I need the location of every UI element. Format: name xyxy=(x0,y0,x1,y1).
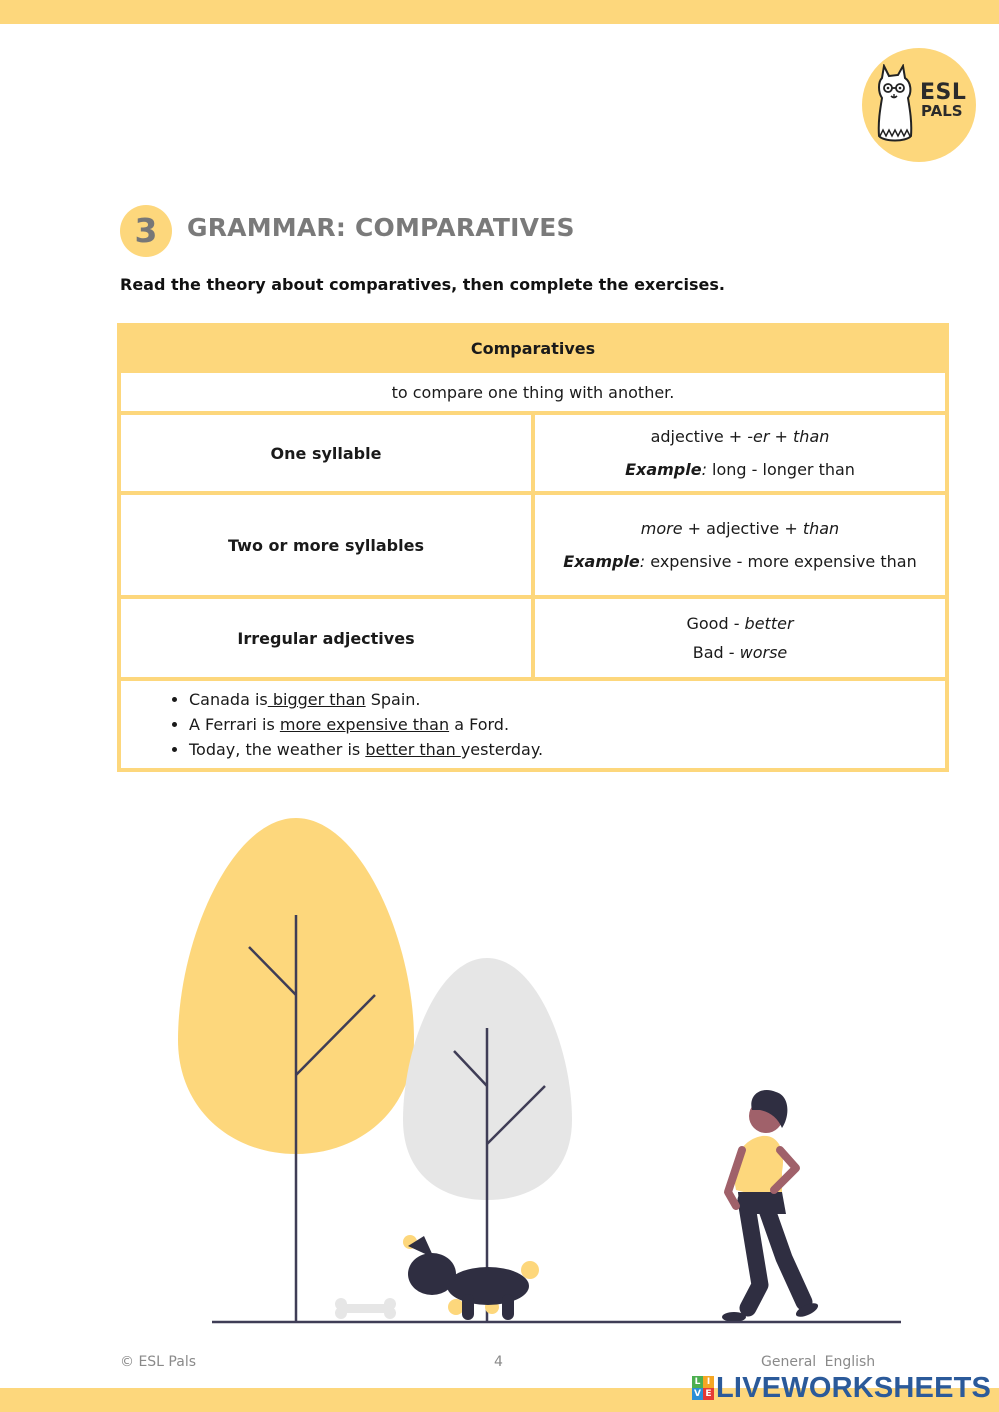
dog-icon xyxy=(403,1235,539,1320)
irregular-bad: Bad - worse xyxy=(692,643,788,662)
row-label-irregular: Irregular adjectives xyxy=(119,597,533,679)
liveworksheets-text: LIVEWORKSHEETS xyxy=(716,1371,992,1404)
rule-cell-irregular xyxy=(533,597,947,679)
instructions-text: Read the theory about comparatives, then complete the exercises. xyxy=(120,275,725,294)
rule-two-syllables: more + adjective + than xyxy=(640,519,840,538)
rule-one-syllable: adjective + -er + than xyxy=(650,427,830,446)
example-one-syllable: Example: long - longer than xyxy=(625,460,855,479)
liveworksheets-watermark xyxy=(692,1373,991,1403)
rule-cell-two-syllables xyxy=(533,493,947,597)
example-two-syllables: Example: expensive - more expensive than xyxy=(563,552,917,571)
esl-pals-logo xyxy=(862,48,976,162)
table-header: Comparatives xyxy=(119,325,947,371)
logo-text-esl: ESL xyxy=(920,80,967,105)
comparatives-table xyxy=(117,323,949,772)
row-label-one-syllable: One syllable xyxy=(119,413,533,493)
llama-icon xyxy=(872,64,918,146)
live-badge-icon: L I V E xyxy=(692,1376,714,1400)
example-sentences-list xyxy=(161,687,945,762)
examples-cell xyxy=(119,679,947,770)
row-label-two-syllables: Two or more syllables xyxy=(119,493,533,597)
example-sentence: • Canada is bigger than Spain. xyxy=(189,687,945,712)
section-number: 3 xyxy=(120,205,172,257)
logo-text-pals: PALS xyxy=(921,102,963,120)
footer-copyright: © ESL Pals xyxy=(120,1354,197,1370)
example-sentence: • Today, the weather is better than yesterday. xyxy=(189,737,945,762)
table-definition: to compare one thing with another. xyxy=(119,371,947,413)
park-illustration xyxy=(0,790,999,1350)
example-sentence: • A Ferrari is more expensive than a Ford. xyxy=(189,712,945,737)
bone-icon xyxy=(335,1298,396,1319)
footer-page-number: 4 xyxy=(494,1354,503,1370)
section-title: GRAMMAR: COMPARATIVES xyxy=(187,213,575,242)
irregular-good: Good - better xyxy=(686,614,794,633)
top-accent-bar xyxy=(0,0,999,24)
footer-course: General English xyxy=(761,1354,876,1370)
rule-cell-one-syllable xyxy=(533,413,947,493)
woman-walking-icon xyxy=(722,1090,820,1322)
